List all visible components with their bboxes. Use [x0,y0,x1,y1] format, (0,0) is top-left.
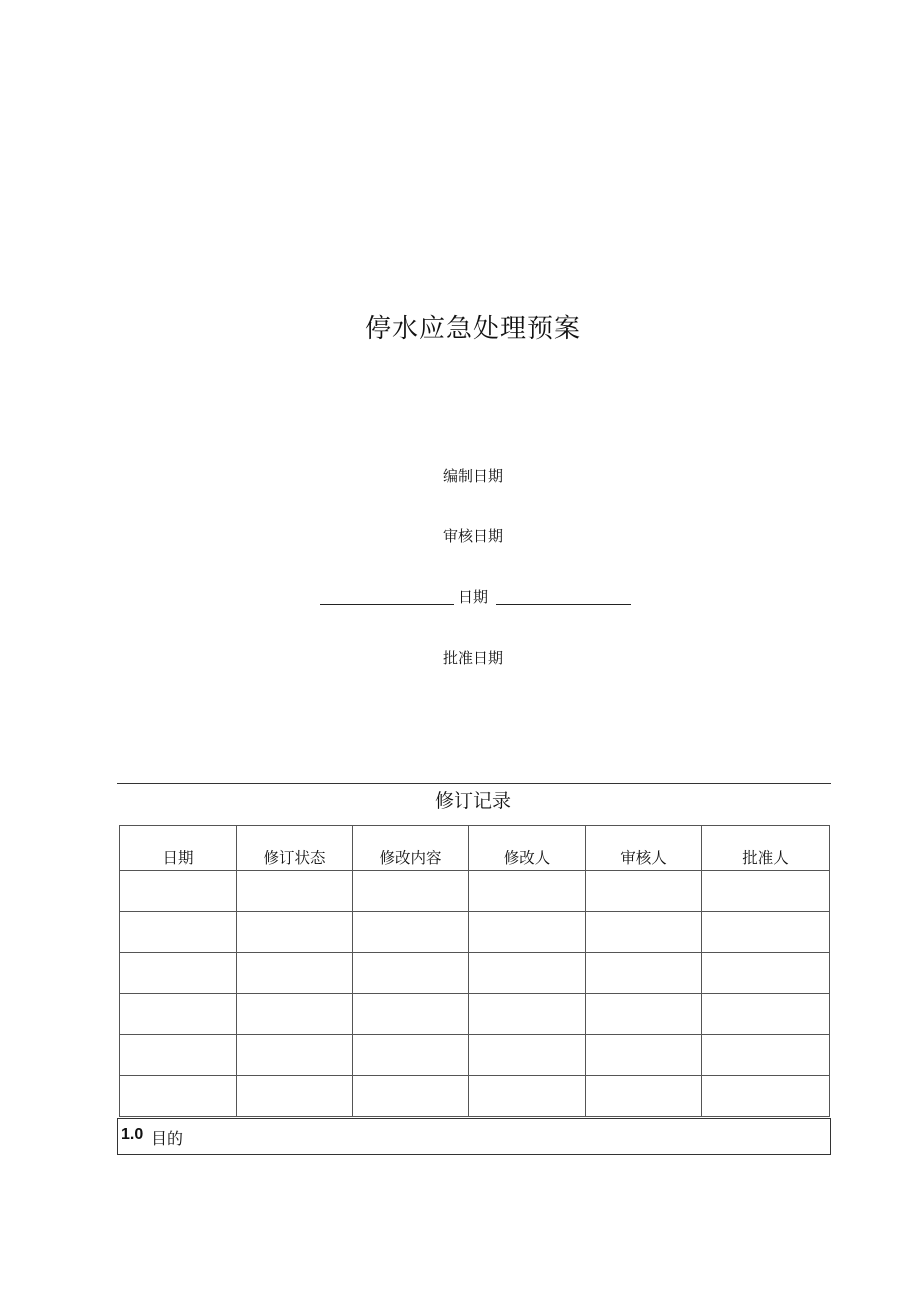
table-row [120,1035,830,1076]
table-cell [353,1076,469,1117]
section-label: 目的 [151,1129,184,1148]
table-row [120,953,830,994]
horizontal-divider [117,783,831,784]
revision-record-table [119,825,830,1117]
table-cell [237,871,353,912]
table-cell [469,871,586,912]
table-cell [469,1076,586,1117]
table-cell [120,1035,237,1076]
table-row [120,994,830,1035]
table-row [120,912,830,953]
blank-line-right [496,604,631,605]
table-cell [353,994,469,1035]
table-cell [120,1076,237,1117]
section-number: 1.0 [121,1126,144,1143]
table-cell [586,953,702,994]
header-modifier: 修改人 [469,826,586,871]
table-cell [702,1035,830,1076]
table-cell [237,1035,353,1076]
table-row [120,871,830,912]
table-header-row [120,826,830,871]
table-cell [120,912,237,953]
header-change-content: 修改内容 [353,826,469,871]
blank-date-row [320,586,632,608]
blank-line-left [320,604,454,605]
review-date-label: 审核日期 [442,527,503,545]
header-revision-status: 修订状态 [237,826,353,871]
table-cell [586,871,702,912]
table-cell [586,1035,702,1076]
table-cell [702,912,830,953]
table-cell [237,1076,353,1117]
header-date: 日期 [120,826,237,871]
table-cell [469,953,586,994]
table-cell [353,953,469,994]
table-cell [353,1035,469,1076]
approve-date-label: 批准日期 [442,649,503,667]
table-cell [120,953,237,994]
table-cell [469,912,586,953]
document-title: 停水应急处理预案 [364,314,581,344]
table-cell [702,1076,830,1117]
table-cell [702,953,830,994]
compile-date-label: 编制日期 [442,467,503,485]
table-cell [586,1076,702,1117]
table-cell [586,994,702,1035]
section-heading-box [117,1118,831,1155]
table-row [120,1076,830,1117]
table-cell [353,871,469,912]
table-cell [237,994,353,1035]
table-cell [469,1035,586,1076]
table-cell [702,994,830,1035]
header-approver: 批准人 [702,826,830,871]
blank-date-label: 日期 [458,588,489,606]
table-cell [586,912,702,953]
table-cell [469,994,586,1035]
table-cell [353,912,469,953]
header-reviewer: 审核人 [586,826,702,871]
revision-record-title: 修订记录 [434,790,511,812]
table-cell [237,953,353,994]
table-cell [237,912,353,953]
table-cell [120,994,237,1035]
table-cell [120,871,237,912]
table-cell [702,871,830,912]
